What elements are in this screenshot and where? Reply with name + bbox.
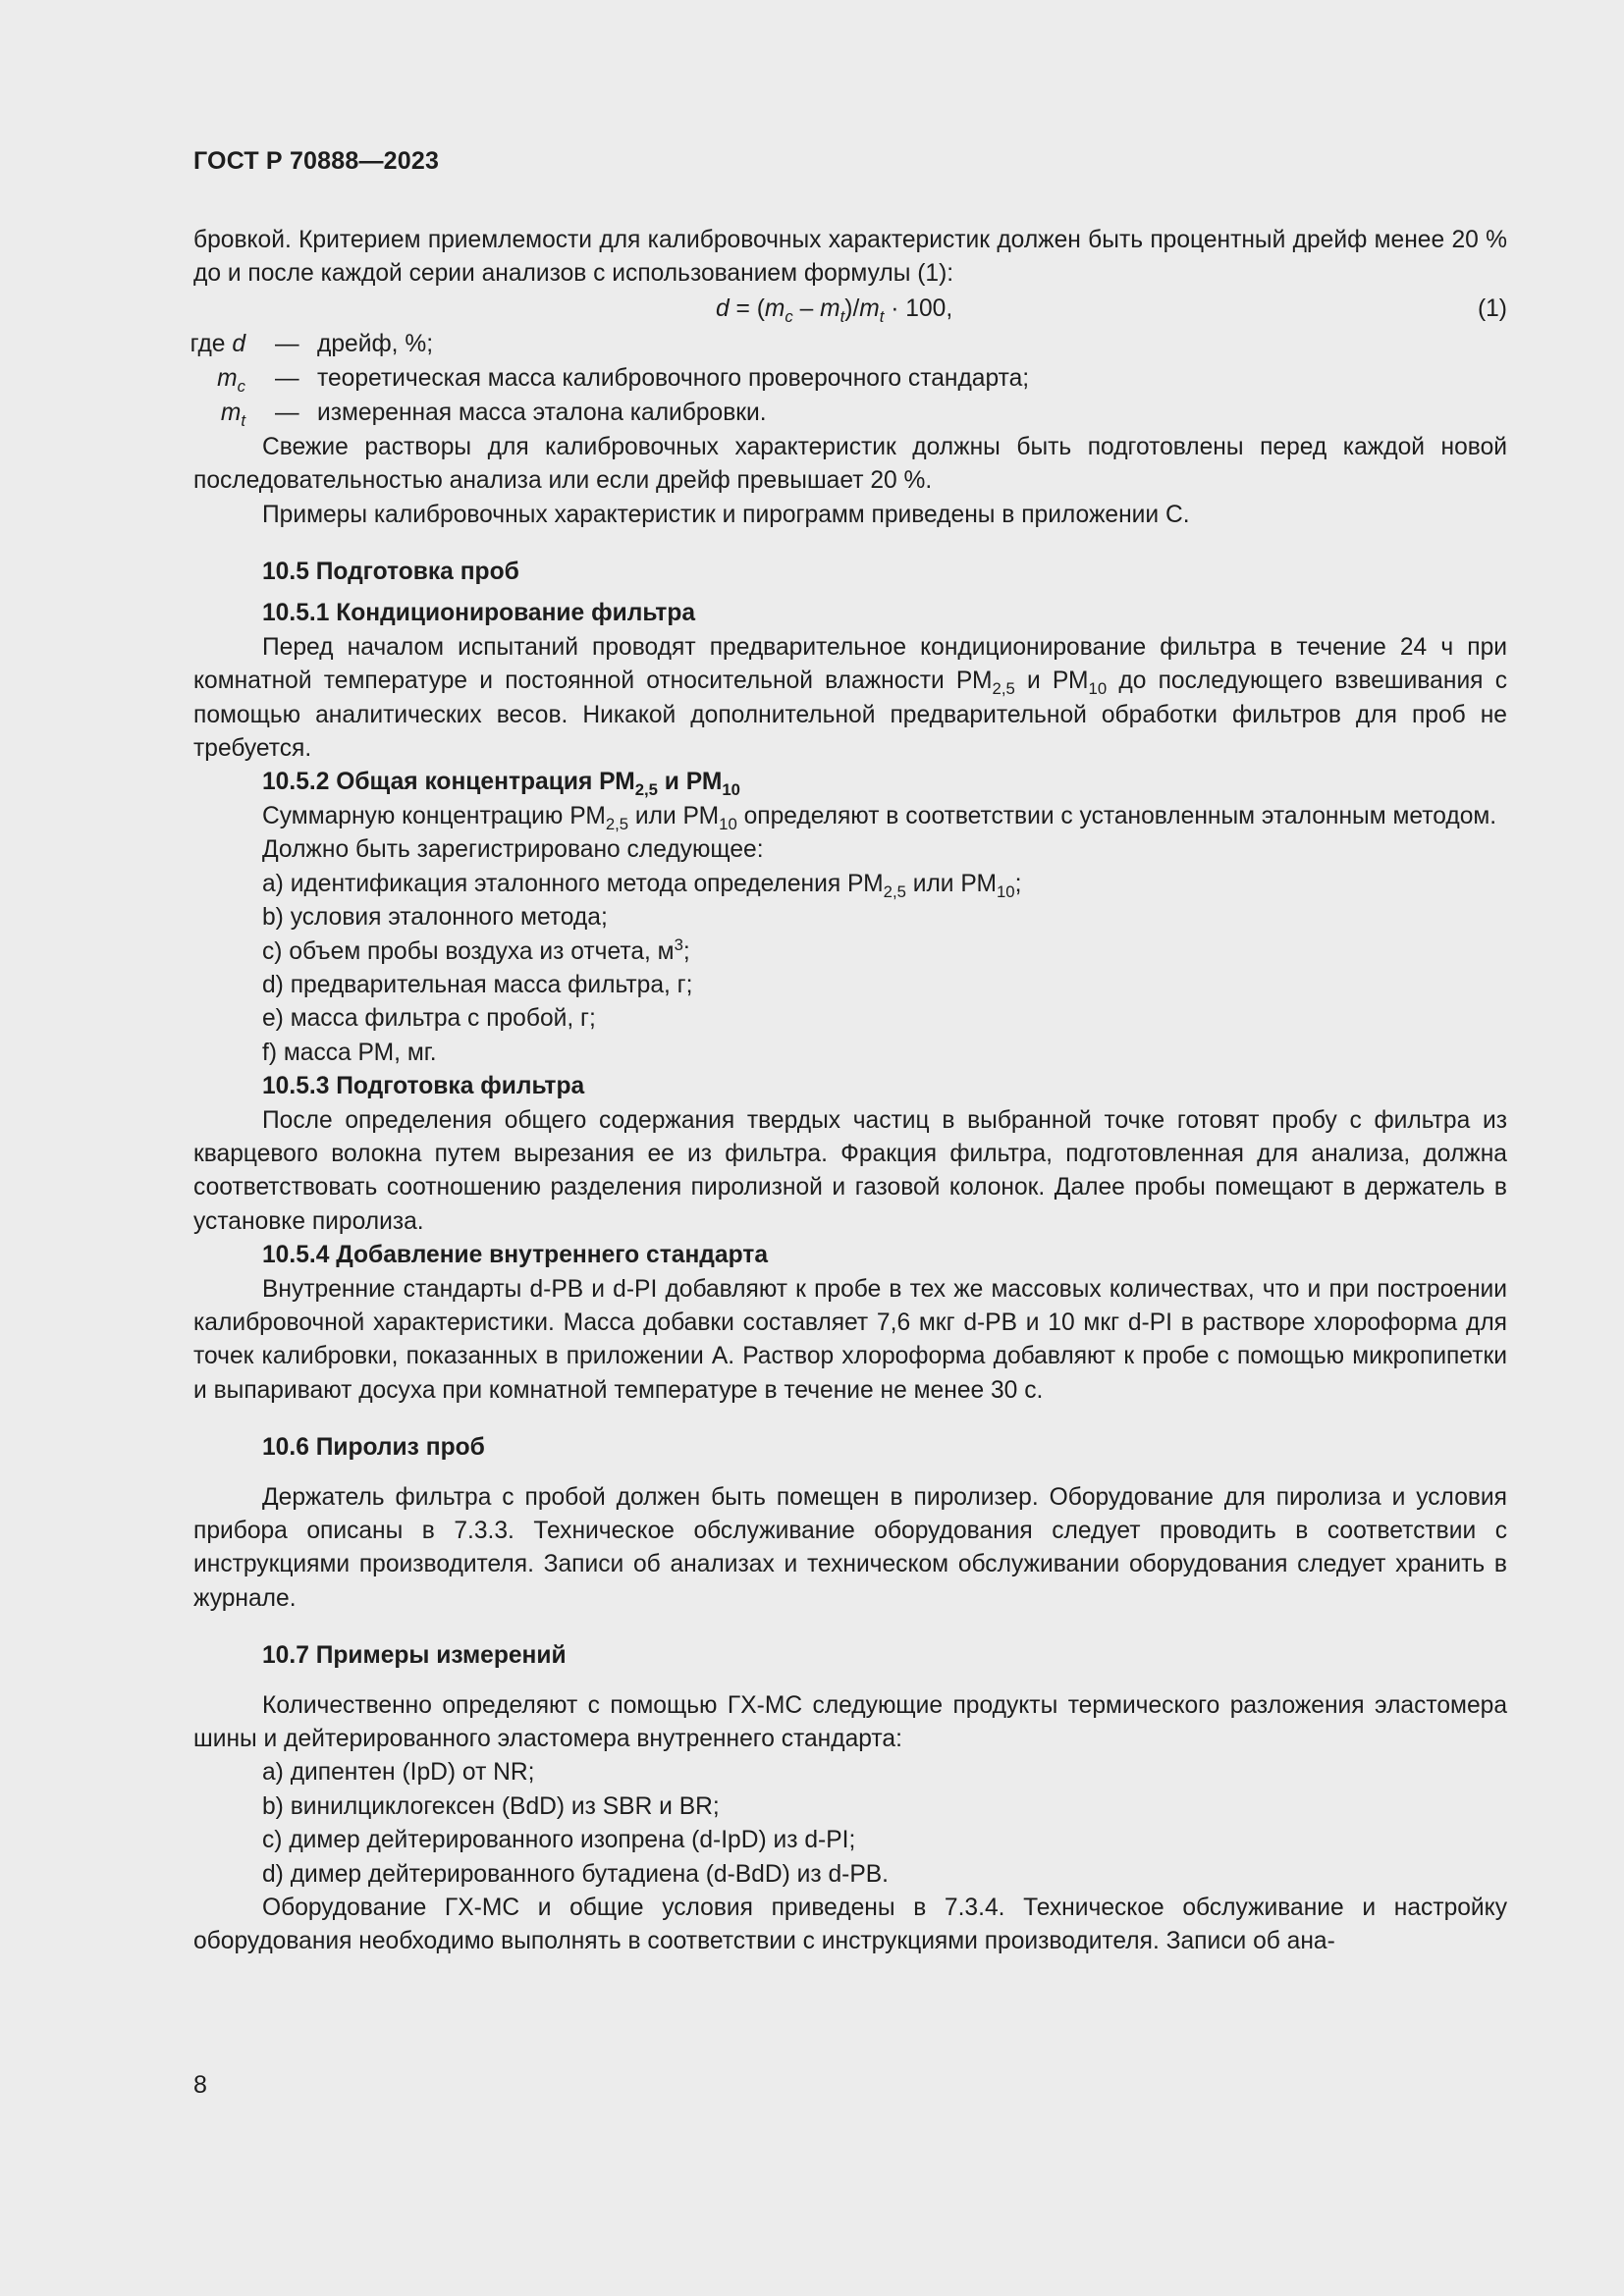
section-heading-10-5-2: 10.5.2 Общая концентрация $РМ_{2,5}$ и $РМ_{10}$ bbox=[262, 769, 740, 800]
list-item: b) условия эталонного метода; bbox=[262, 904, 608, 932]
section-heading-10-5: 10.5 Подготовка проб bbox=[262, 559, 519, 586]
section-heading-10-5-4: 10.5.4 Добавление внутреннего стандарта bbox=[262, 1242, 769, 1269]
list-item: d) димер дейтерированного бутадиена (d-BdD) из d-PB. bbox=[262, 1860, 889, 1888]
paragraph: Внутренние стандарты d-PB и d-PI добавляют к пробе в тех же массовых количествах, что и при построении калибровочной характеристики. Масса добавки составляет 7,6 мкг d-PB и 10 мкг d-PI в растворе хлороформа для точек калибровки, показанных в приложении А. Раствор хлороформа добавляют к пробе с помощью микропипетки и выпаривают досуха при комнатной температуре в течение не менее 30 с. bbox=[193, 1275, 1507, 1404]
paragraph: Количественно определяют с помощью ГХ-МС следующие продукты термического разложения эластомера шины и дейтерированного эластомера внутреннего стандарта: bbox=[193, 1691, 1507, 1753]
section-heading-10-7: 10.7 Примеры измерений bbox=[262, 1642, 567, 1670]
page-body bbox=[189, 224, 1507, 1959]
paragraph: Перед началом испытаний проводят предварительное кондиционирование фильтра в течение 24 ч при комнатной температуре и постоянной относительной влажности $РМ_{2,5}$ и $РМ_{10}$ до последующего взвешивания с помощью аналитических весов. Никакой дополнительной предварительной обработки фильтров для проб не требуется. bbox=[193, 633, 1507, 763]
list-item: a) идентификация эталонного метода определения $РМ_{2,5}$ или $РМ_{10}$; bbox=[262, 870, 1022, 901]
legend-definition: дрейф, %; bbox=[317, 330, 434, 357]
legend-symbol: $m_c$ bbox=[217, 364, 245, 396]
list-item: e) масса фильтра с пробой, г; bbox=[262, 1005, 596, 1033]
legend-symbol: где d bbox=[189, 330, 245, 357]
legend-symbol: $m_t$ bbox=[220, 399, 245, 430]
list-item: c) димер дейтерированного изопрена (d-IpD) из d-PI; bbox=[262, 1827, 856, 1854]
list-item: f) масса РМ, мг. bbox=[262, 1039, 437, 1066]
section-heading-10-5-3: 10.5.3 Подготовка фильтра bbox=[262, 1073, 585, 1100]
legend-row: $m_c$ — теоретическая масса калибровочного проверочного стандарта; bbox=[193, 362, 1507, 397]
formula-1 bbox=[193, 293, 1507, 327]
formula-expression: $d = (m_c - m_t)/m_t \cdot 100$, bbox=[716, 294, 953, 326]
list-item: c) объем пробы воздуха из отчета, $м^3$; bbox=[262, 934, 690, 965]
paragraph: После определения общего содержания твердых частиц в выбранной точке готовят пробу с фильтра из кварцевого волокна путем вырезания ее из фильтра. Фракция фильтра, подготовленная для анализа, должна соответствовать соотношению разделения пиролизной и газовой колонок. Далее пробы помещают в держатель в установке пиролиза. bbox=[193, 1106, 1507, 1235]
list-item: b) винилциклогексен (BdD) из SBR и BR; bbox=[262, 1792, 720, 1820]
formula-legend bbox=[189, 328, 1507, 431]
paragraph: Держатель фильтра с пробой должен быть помещен в пиролизер. Оборудование для пиролиза и условия прибора описаны в 7.3.3. Техническое обслуживание оборудования следует проводить в соответствии с инструкциями производителя. Записи об анализах и техническом обслуживании оборудования следует хранить в журнале. bbox=[193, 1483, 1507, 1612]
section-heading-10-5-1: 10.5.1 Кондиционирование фильтра bbox=[262, 600, 696, 627]
paragraph: Примеры калибровочных характеристик и пирограмм приведены в приложении С. bbox=[262, 501, 1190, 528]
page-number: 8 bbox=[193, 2071, 207, 2099]
list-item: a) дипентен (IpD) от NR; bbox=[262, 1759, 535, 1787]
paragraph: Свежие растворы для калибровочных характеристик должны быть подготовлены перед каждой новой последовательностью анализа или если дрейф превышает 20 %. bbox=[193, 433, 1507, 495]
legend-row: $m_t$ — измеренная масса эталона калибровки. bbox=[193, 397, 1507, 431]
intro-paragraph: бровкой. Критерием приемлемости для калибровочных характеристик должен быть процентный дрейф менее 20 % до и после каждой серии анализов с использованием формулы (1): bbox=[193, 227, 1507, 288]
list-intro: Должно быть зарегистрировано следующее: bbox=[262, 836, 764, 864]
document-header: ГОСТ Р 70888—2023 bbox=[193, 147, 440, 175]
legend-definition: измеренная масса эталона калибровки. bbox=[317, 399, 767, 426]
formula-number: (1) bbox=[1477, 294, 1507, 322]
paragraph: Оборудование ГХ-МС и общие условия приведены в 7.3.4. Техническое обслуживание и настройку оборудования необходимо выполнять в соответствии с инструкциями производителя. Записи об ана- bbox=[193, 1895, 1507, 1955]
paragraph: Суммарную концентрацию $РМ_{2,5}$ или $РМ_{10}$ определяют в соответствии с установленным эталонным методом. bbox=[262, 802, 1497, 833]
list-item: d) предварительная масса фильтра, г; bbox=[262, 971, 693, 998]
legend-row: где d — дрейф, %; bbox=[193, 328, 1507, 362]
legend-definition: теоретическая масса калибровочного проверочного стандарта; bbox=[317, 364, 1030, 392]
section-heading-10-6: 10.6 Пиролиз проб bbox=[262, 1434, 485, 1462]
